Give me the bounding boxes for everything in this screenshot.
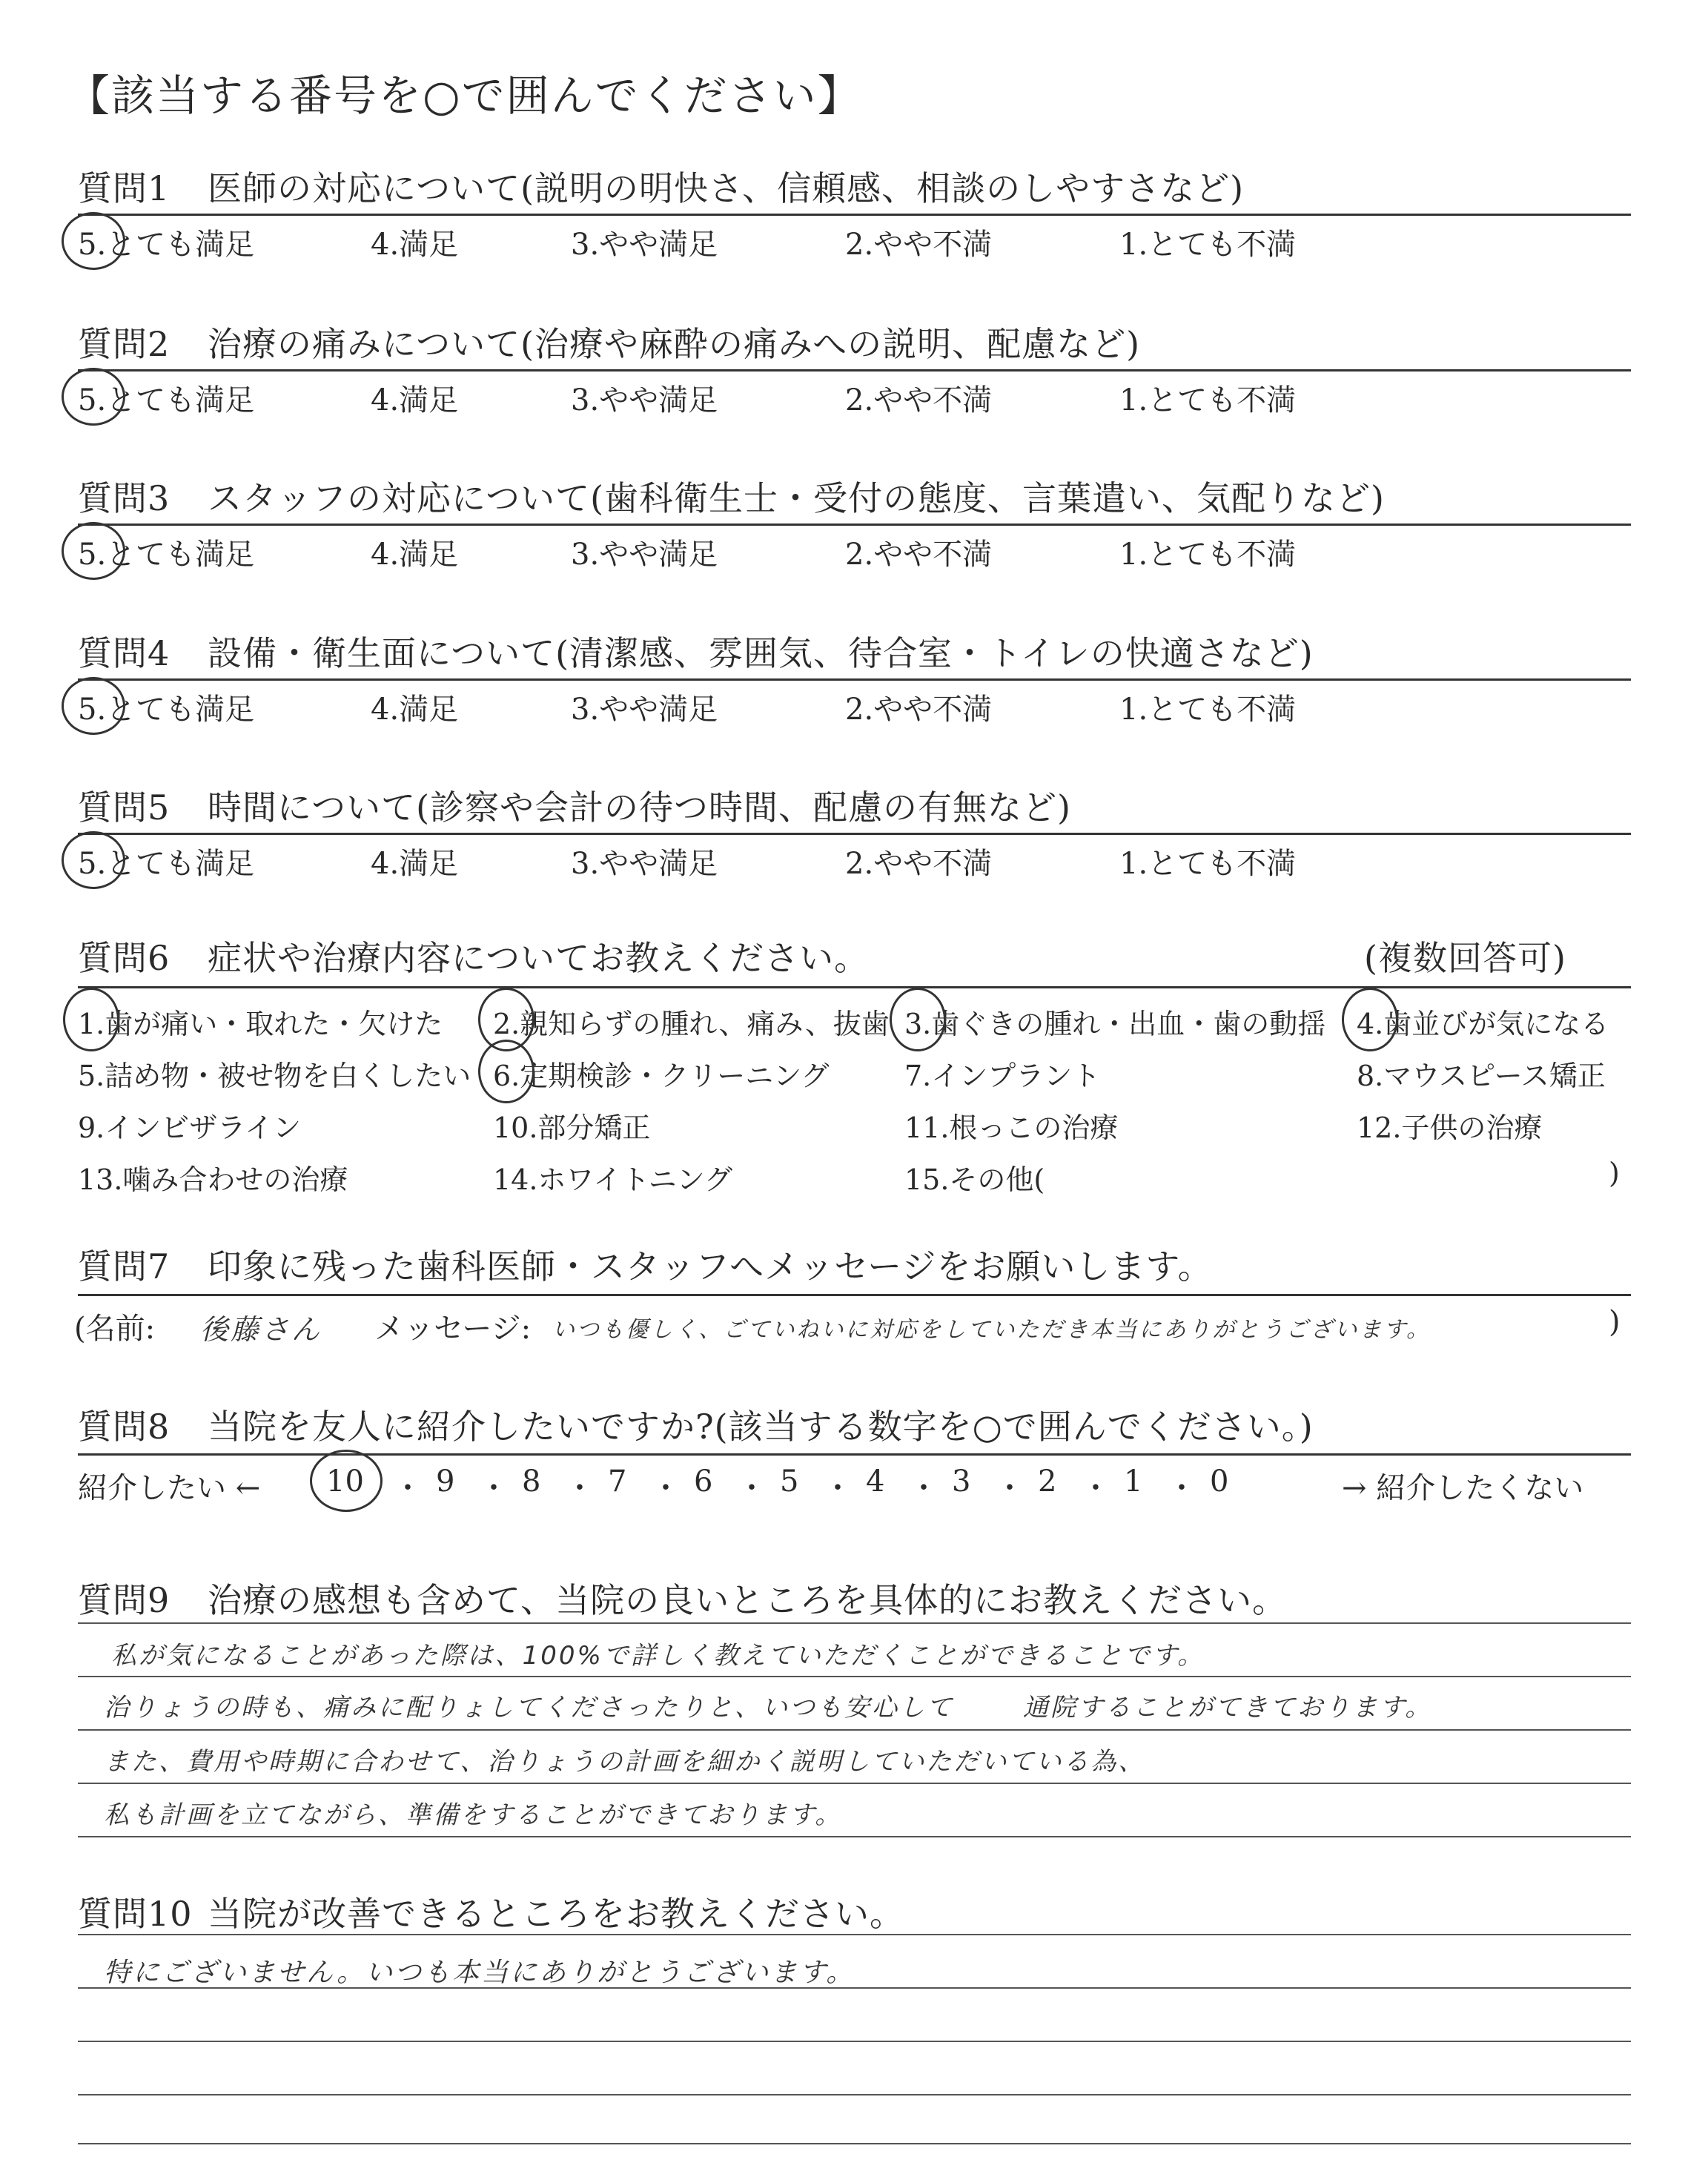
q6-option-12[interactable]: 12.子供の治療 — [1357, 1112, 1543, 1144]
q9-answer-line-2: 治りょうの時も、痛みに配りょしてくださったりと、いつも安心して — [104, 1693, 954, 1723]
q6-option-13[interactable]: 13.噛み合わせの治療 — [78, 1163, 348, 1196]
q2-option-3[interactable]: 3.やや満足 — [571, 383, 718, 417]
q8-scale-dot: ・ — [909, 1471, 939, 1505]
q6-option-5[interactable]: 5.詰め物・被せ物を白くしたい — [78, 1060, 471, 1092]
q9-line-3 — [78, 1729, 1631, 1731]
q3-label: 質問3 — [78, 478, 171, 518]
q8-scale-5[interactable]: 5 — [780, 1464, 799, 1499]
q6-option-11[interactable]: 11.根っこの治療 — [904, 1112, 1119, 1144]
q8-scale-dot: ・ — [393, 1471, 423, 1505]
q3-option-1[interactable]: 1.とても不満 — [1119, 538, 1297, 572]
q6-option-9[interactable]: 9.インビザライン — [78, 1112, 302, 1144]
q6-text: 症状や治療内容についてお教えください。 — [208, 938, 870, 978]
q8-scale-6[interactable]: 6 — [694, 1464, 713, 1499]
q5-selection-circle — [62, 831, 125, 889]
q6-option-6[interactable]: 6.定期検診・クリーニング — [493, 1060, 830, 1092]
q8-scale-dot: ・ — [479, 1471, 509, 1505]
q8-scale-dot: ・ — [651, 1471, 681, 1505]
q9-answer-line-1: 私が気になることがあった際は、100%で詳しく教えていただくことができることです。 — [111, 1641, 1205, 1671]
q3-option-5[interactable]: 5.とても満足 — [78, 538, 255, 572]
q8-label: 質問8 — [78, 1407, 171, 1447]
q2-text: 治療の痛みについて(治療や麻酔の痛みへの説明、配慮など) — [208, 324, 1141, 364]
q6-option-7[interactable]: 7.インプラント — [904, 1060, 1101, 1092]
q9-line-2 — [78, 1676, 1631, 1677]
q8-text: 当院を友人に紹介したいですか?(該当する数字を○で囲んでください。) — [208, 1407, 1314, 1447]
q7-name-label: (名前: — [74, 1312, 156, 1346]
q6-selection-circle-6 — [478, 1040, 534, 1103]
q3-option-4[interactable]: 4.満足 — [371, 538, 459, 572]
q7-text: 印象に残った歯科医師・スタッフへメッセージをお願いします。 — [208, 1246, 1213, 1287]
q2-selection-circle — [62, 368, 125, 426]
q1-option-1[interactable]: 1.とても不満 — [1119, 228, 1297, 262]
q6-option-4[interactable]: 4.歯並びが気になる — [1357, 1008, 1609, 1040]
q8-left-label: 紹介したい ← — [78, 1471, 261, 1505]
q7-rule — [78, 1294, 1631, 1296]
q6-option-14[interactable]: 14.ホワイトニング — [493, 1163, 733, 1196]
q8-scale-0[interactable]: 0 — [1210, 1464, 1229, 1499]
q9-label: 質問9 — [78, 1580, 171, 1620]
q9-text: 治療の感想も含めて、当院の良いところを具体的にお教えください。 — [208, 1580, 1288, 1620]
q7-close-paren: ) — [1609, 1305, 1621, 1339]
q4-rule — [78, 678, 1631, 681]
q6-selection-circle-1 — [63, 988, 119, 1051]
q5-text: 時間について(診察や会計の待つ時間、配慮の有無など) — [208, 787, 1071, 828]
q4-label: 質問4 — [78, 633, 171, 673]
q5-option-4[interactable]: 4.満足 — [371, 847, 459, 881]
q6-selection-circle-4 — [1342, 988, 1398, 1051]
q1-label: 質問1 — [78, 168, 171, 208]
q1-option-4[interactable]: 4.満足 — [371, 228, 459, 262]
q6-option-3[interactable]: 3.歯ぐきの腫れ・出血・歯の動揺 — [904, 1008, 1326, 1040]
q9-line-4 — [78, 1783, 1631, 1784]
q4-option-2[interactable]: 2.やや不満 — [845, 693, 993, 727]
q7-label: 質問7 — [78, 1246, 171, 1287]
q6-option-15[interactable]: 15.その他( — [904, 1163, 1045, 1196]
q8-selection-circle — [310, 1450, 383, 1512]
q1-selection-circle — [62, 212, 125, 270]
q4-text: 設備・衛生面について(清潔感、雰囲気、待合室・トイレの快適さなど) — [208, 633, 1314, 673]
q6-option-16[interactable]: ) — [1609, 1157, 1620, 1189]
q3-rule — [78, 524, 1631, 526]
q4-selection-circle — [62, 677, 125, 735]
q10-line-4 — [78, 2094, 1631, 2095]
q8-scale-dot: ・ — [995, 1471, 1025, 1505]
q7-message-label: メッセージ: — [374, 1312, 532, 1346]
q6-rule — [78, 986, 1631, 988]
q6-note: (複数回答可) — [1364, 938, 1566, 978]
q2-option-5[interactable]: 5.とても満足 — [78, 383, 255, 417]
q10-answer: 特にございません。いつも本当にありがとうございます。 — [104, 1958, 855, 1988]
q2-option-1[interactable]: 1.とても不満 — [1119, 383, 1297, 417]
q8-scale-8[interactable]: 8 — [522, 1464, 541, 1499]
q6-option-1[interactable]: 1.歯が痛い・取れた・欠けた — [78, 1008, 443, 1040]
q8-scale-2[interactable]: 2 — [1038, 1464, 1057, 1499]
q8-scale-dot: ・ — [565, 1471, 595, 1505]
q5-option-5[interactable]: 5.とても満足 — [78, 847, 255, 881]
q6-option-8[interactable]: 8.マウスピース矯正 — [1357, 1060, 1606, 1092]
q9-answer-line-5: 私も計画を立てながら、準備をすることができております。 — [104, 1800, 843, 1830]
q10-line-1 — [78, 1934, 1631, 1935]
q8-scale-dot: ・ — [1081, 1471, 1110, 1505]
q4-option-3[interactable]: 3.やや満足 — [571, 693, 718, 727]
q8-rule — [78, 1453, 1631, 1456]
q1-rule — [78, 214, 1631, 216]
q8-scale-10[interactable]: 10 — [326, 1464, 364, 1499]
q8-scale-7[interactable]: 7 — [608, 1464, 627, 1499]
q9-answer-line-4: また、費用や時期に合わせて、治りょうの計画を細かく説明していただいている為、 — [104, 1747, 1146, 1777]
q8-right-label: → 紹介したくない — [1342, 1471, 1584, 1505]
q8-scale-9[interactable]: 9 — [436, 1464, 455, 1499]
q8-scale-1[interactable]: 1 — [1124, 1464, 1143, 1499]
q4-option-5[interactable]: 5.とても満足 — [78, 693, 255, 727]
q1-option-3[interactable]: 3.やや満足 — [571, 228, 718, 262]
q8-scale-4[interactable]: 4 — [866, 1464, 885, 1499]
q5-label: 質問5 — [78, 787, 171, 828]
q5-option-2[interactable]: 2.やや不満 — [845, 847, 993, 881]
q3-selection-circle — [62, 522, 125, 580]
q1-option-2[interactable]: 2.やや不満 — [845, 228, 993, 262]
q6-selection-circle-3 — [890, 988, 946, 1051]
q7-message-value: いつも優しく、ごていねいに対応をしていただき本当にありがとうございます。 — [552, 1317, 1431, 1343]
q2-rule — [78, 369, 1631, 371]
q1-text: 医師の対応について(説明の明快さ、信頼感、相談のしやすさなど) — [208, 168, 1245, 208]
q10-label: 質問10 — [78, 1894, 193, 1934]
q8-scale-dot: ・ — [737, 1471, 767, 1505]
q1-option-5[interactable]: 5.とても満足 — [78, 228, 255, 262]
q2-label: 質問2 — [78, 324, 171, 364]
q2-option-4[interactable]: 4.満足 — [371, 383, 459, 417]
q5-rule — [78, 833, 1631, 835]
q4-option-1[interactable]: 1.とても不満 — [1119, 693, 1297, 727]
q6-label: 質問6 — [78, 938, 171, 978]
q5-option-1[interactable]: 1.とても不満 — [1119, 847, 1297, 881]
q10-line-3 — [78, 2041, 1631, 2042]
q8-scale-dot: ・ — [1167, 1471, 1196, 1505]
q9-answer-line-3: 通院することがてきております。 — [1023, 1693, 1433, 1723]
q7-name-value: 後藤さん — [200, 1313, 322, 1346]
q3-text: スタッフの対応について(歯科衛生士・受付の態度、言葉遣い、気配りなど) — [208, 478, 1385, 518]
q8-scale-dot: ・ — [823, 1471, 853, 1505]
page-title: 【該当する番号を○で囲んでください】 — [67, 70, 862, 121]
q3-option-3[interactable]: 3.やや満足 — [571, 538, 718, 572]
q9-line-1 — [78, 1622, 1631, 1624]
q5-option-3[interactable]: 3.やや満足 — [571, 847, 718, 881]
q9-line-5 — [78, 1836, 1631, 1837]
q10-text: 当院が改善できるところをお教えください。 — [208, 1894, 904, 1934]
q2-option-2[interactable]: 2.やや不満 — [845, 383, 993, 417]
q8-scale-3[interactable]: 3 — [952, 1464, 971, 1499]
q10-line-5 — [78, 2143, 1631, 2144]
q6-option-2[interactable]: 2.親知らずの腫れ、痛み、抜歯 — [493, 1008, 890, 1040]
q3-option-2[interactable]: 2.やや不満 — [845, 538, 993, 572]
q6-option-10[interactable]: 10.部分矯正 — [493, 1112, 651, 1144]
q4-option-4[interactable]: 4.満足 — [371, 693, 459, 727]
